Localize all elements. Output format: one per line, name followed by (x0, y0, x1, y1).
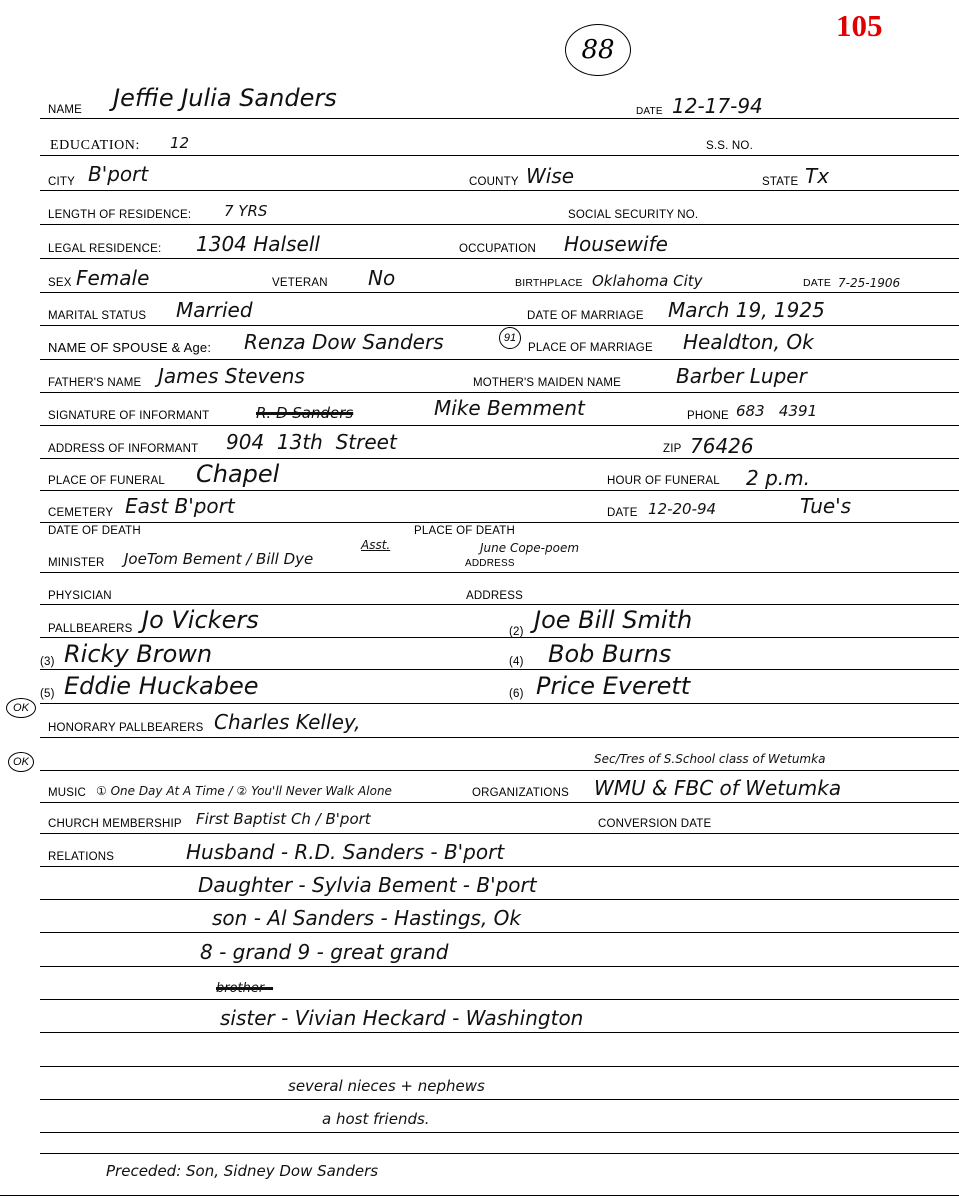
sex-value: Female (76, 266, 150, 290)
relations-rule (40, 1153, 959, 1154)
parents-rule (40, 392, 959, 393)
pallbearers-rule-3 (40, 703, 959, 704)
marital-rule (40, 325, 959, 326)
state-value: Tx (805, 164, 830, 188)
relations-rule (40, 999, 959, 1000)
length-of-residence-value: 7 YRS (224, 202, 268, 220)
marital-status-label: MARITAL STATUS (48, 310, 147, 322)
spouse-label: NAME OF SPOUSE & Age: (48, 340, 212, 355)
cemetery-date-label: DATE (607, 507, 638, 519)
relations-rule (40, 966, 959, 967)
minister-value: JoeTom Bement / Bill Dye (124, 550, 314, 568)
minister-address-value: June Cope-poem (480, 541, 580, 555)
place-of-funeral-label: PLACE OF FUNERAL (48, 475, 165, 487)
relations-rule (40, 1032, 959, 1033)
relation-line: Husband - R.D. Sanders - B'port (186, 840, 505, 864)
residence-length-rule (40, 224, 959, 225)
pallbearer-4-number: (4) (509, 656, 524, 668)
ss-no-label: S.S. NO. (706, 140, 753, 152)
county-value: Wise (526, 164, 575, 188)
cemetery-date-value: 12-20-94 (648, 500, 717, 518)
spouse-rule (40, 359, 959, 360)
organizations-value: WMU & FBC of Wetumka (594, 776, 842, 800)
relations-rule (40, 1132, 959, 1133)
education-value: 12 (170, 134, 190, 152)
occupation-value: Housewife (564, 232, 668, 256)
pallbearer-6: Price Everett (536, 672, 691, 700)
pallbearer-2-number: (2) (509, 626, 524, 638)
date-value: 12-17-94 (672, 94, 763, 118)
date-of-marriage-value: March 19, 1925 (668, 298, 825, 322)
hour-of-funeral-value: 2 p.m. (746, 466, 810, 490)
pallbearer-6-number: (6) (509, 688, 524, 700)
relation-line: a host friends. (322, 1110, 430, 1128)
state-label: STATE (762, 176, 799, 188)
birthplace-value: Oklahoma City (592, 272, 703, 290)
signature-label: SIGNATURE OF INFORMANT (48, 410, 210, 422)
relation-line: several nieces + nephews (288, 1077, 485, 1095)
sex-label: SEX (48, 277, 72, 289)
minister-rule (40, 572, 959, 573)
funeral-rule (40, 490, 959, 491)
place-of-marriage-value: Healdton, Ok (683, 330, 814, 354)
spouse-value: Renza Dow Sanders (244, 330, 444, 354)
name-rule (40, 118, 959, 119)
hour-of-funeral-label: HOUR OF FUNERAL (607, 475, 720, 487)
place-of-death-label: PLACE OF DEATH (414, 525, 515, 537)
church-membership-value: First Baptist Ch / B'port (196, 810, 371, 828)
page-number: 105 (836, 8, 883, 43)
organizations-note: Sec/Tres of S.School class of Wetumka (594, 752, 826, 766)
minister-address-label: ADDRESS (465, 558, 515, 569)
date-label: DATE (636, 106, 663, 117)
city-value: B'port (88, 162, 149, 186)
church-membership-label: CHURCH MEMBERSHIP (48, 818, 182, 830)
zip-label: ZIP (663, 443, 682, 455)
name-label: NAME (48, 104, 83, 116)
legal-residence-label: LEGAL RESIDENCE: (48, 243, 162, 255)
social-security-label: SOCIAL SECURITY NO. (568, 209, 699, 221)
physician-label: PHYSICIAN (48, 590, 112, 602)
sex-rule (40, 292, 959, 293)
cemetery-rule (40, 522, 959, 523)
city-rule (40, 190, 959, 191)
pallbearer-2: Joe Bill Smith (534, 606, 693, 634)
relation-line: son - Al Sanders - Hastings, Ok (212, 906, 522, 930)
signature-struck-value: R. D Sanders (256, 404, 354, 422)
pallbearer-3-number: (3) (40, 656, 55, 668)
legal-residence-rule (40, 258, 959, 259)
father-label: FATHER'S NAME (48, 377, 142, 389)
relations-rule (40, 1066, 959, 1067)
veteran-value: No (368, 266, 396, 290)
relation-line: Daughter - Sylvia Bement - B'port (198, 873, 537, 897)
pallbearer-5-number: (5) (40, 688, 55, 700)
informant-address-label: ADDRESS OF INFORMANT (48, 443, 199, 455)
county-label: COUNTY (469, 176, 519, 188)
spouse-age-value: 91 (499, 327, 521, 349)
place-of-funeral-value: Chapel (196, 460, 280, 488)
education-label: EDUCATION: (50, 138, 140, 153)
pallbearers-rule (40, 637, 959, 638)
phone-label: PHONE (687, 410, 729, 422)
city-label: CITY (48, 176, 75, 188)
birthplace-label: BIRTHPLACE (515, 277, 583, 289)
informant-address-rule (40, 458, 959, 459)
length-of-residence-label: LENGTH OF RESIDENCE: (48, 209, 192, 221)
cemetery-value: East B'port (125, 494, 235, 518)
church-rule (40, 833, 959, 834)
education-rule (40, 155, 959, 156)
birth-date-label: DATE (803, 277, 832, 289)
date-of-marriage-label: DATE OF MARRIAGE (527, 310, 644, 322)
father-value: James Stevens (158, 364, 305, 388)
pallbearer-1: Jo Vickers (142, 606, 259, 634)
margin-ok-mark: OK (6, 698, 36, 718)
circled-record-number: 88 (565, 24, 631, 76)
pallbearers-rule-2 (40, 669, 959, 670)
blank-rule (40, 770, 959, 771)
name-value: Jeffie Julia Sanders (113, 84, 337, 112)
marital-status-value: Married (176, 298, 253, 322)
legal-residence-value: 1304 Halsell (196, 232, 320, 256)
music-rule (40, 802, 959, 803)
preceded-note: Preceded: Son, Sidney Dow Sanders (106, 1162, 379, 1180)
cemetery-day-value: Tue's (800, 494, 852, 518)
relations-rule (40, 932, 959, 933)
veteran-label: VETERAN (272, 277, 328, 289)
physician-rule (40, 604, 959, 605)
mother-value: Barber Luper (676, 364, 807, 388)
phone-value: 683 4391 (736, 402, 818, 420)
physician-address-label: ADDRESS (466, 590, 523, 602)
organizations-label: ORGANIZATIONS (472, 787, 569, 799)
relations-rule (40, 899, 959, 900)
margin-ok-mark-2: OK (8, 752, 34, 772)
place-of-marriage-label: PLACE OF MARRIAGE (528, 342, 653, 354)
pallbearer-3: Ricky Brown (64, 640, 213, 668)
minister-asst: Asst. (361, 538, 391, 552)
signature-value: Mike Bemment (434, 396, 585, 420)
music-value: ① One Day At A Time / ② You'll Never Walk Alone (96, 784, 392, 798)
relations-rule (40, 1099, 959, 1100)
pallbearer-5: Eddie Huckabee (64, 672, 259, 700)
zip-value: 76426 (690, 434, 754, 458)
honorary-pallbearers-value: Charles Kelley, (214, 710, 361, 734)
relations-rule (40, 866, 959, 867)
page-bottom-edge (0, 1195, 959, 1196)
date-of-death-label: DATE OF DEATH (48, 525, 141, 537)
conversion-date-label: CONVERSION DATE (598, 818, 712, 830)
mother-label: MOTHER'S MAIDEN NAME (473, 377, 622, 389)
relation-line: brother - (216, 981, 274, 996)
signature-rule (40, 425, 959, 426)
pallbearer-4: Bob Burns (548, 640, 672, 668)
music-label: MUSIC (48, 787, 87, 799)
relation-line: sister - Vivian Heckard - Washington (220, 1006, 584, 1030)
pallbearers-label: PALLBEARERS (48, 623, 133, 635)
honorary-rule (40, 737, 959, 738)
occupation-label: OCCUPATION (459, 243, 536, 255)
relations-label: RELATIONS (48, 851, 115, 863)
minister-label: MINISTER (48, 557, 105, 569)
relation-line: 8 - grand 9 - great grand (200, 940, 449, 964)
cemetery-label: CEMETERY (48, 507, 114, 519)
informant-address-value: 904 13th Street (226, 430, 397, 454)
honorary-pallbearers-label: HONORARY PALLBEARERS (48, 722, 204, 734)
birth-date-value: 7-25-1906 (838, 276, 901, 290)
